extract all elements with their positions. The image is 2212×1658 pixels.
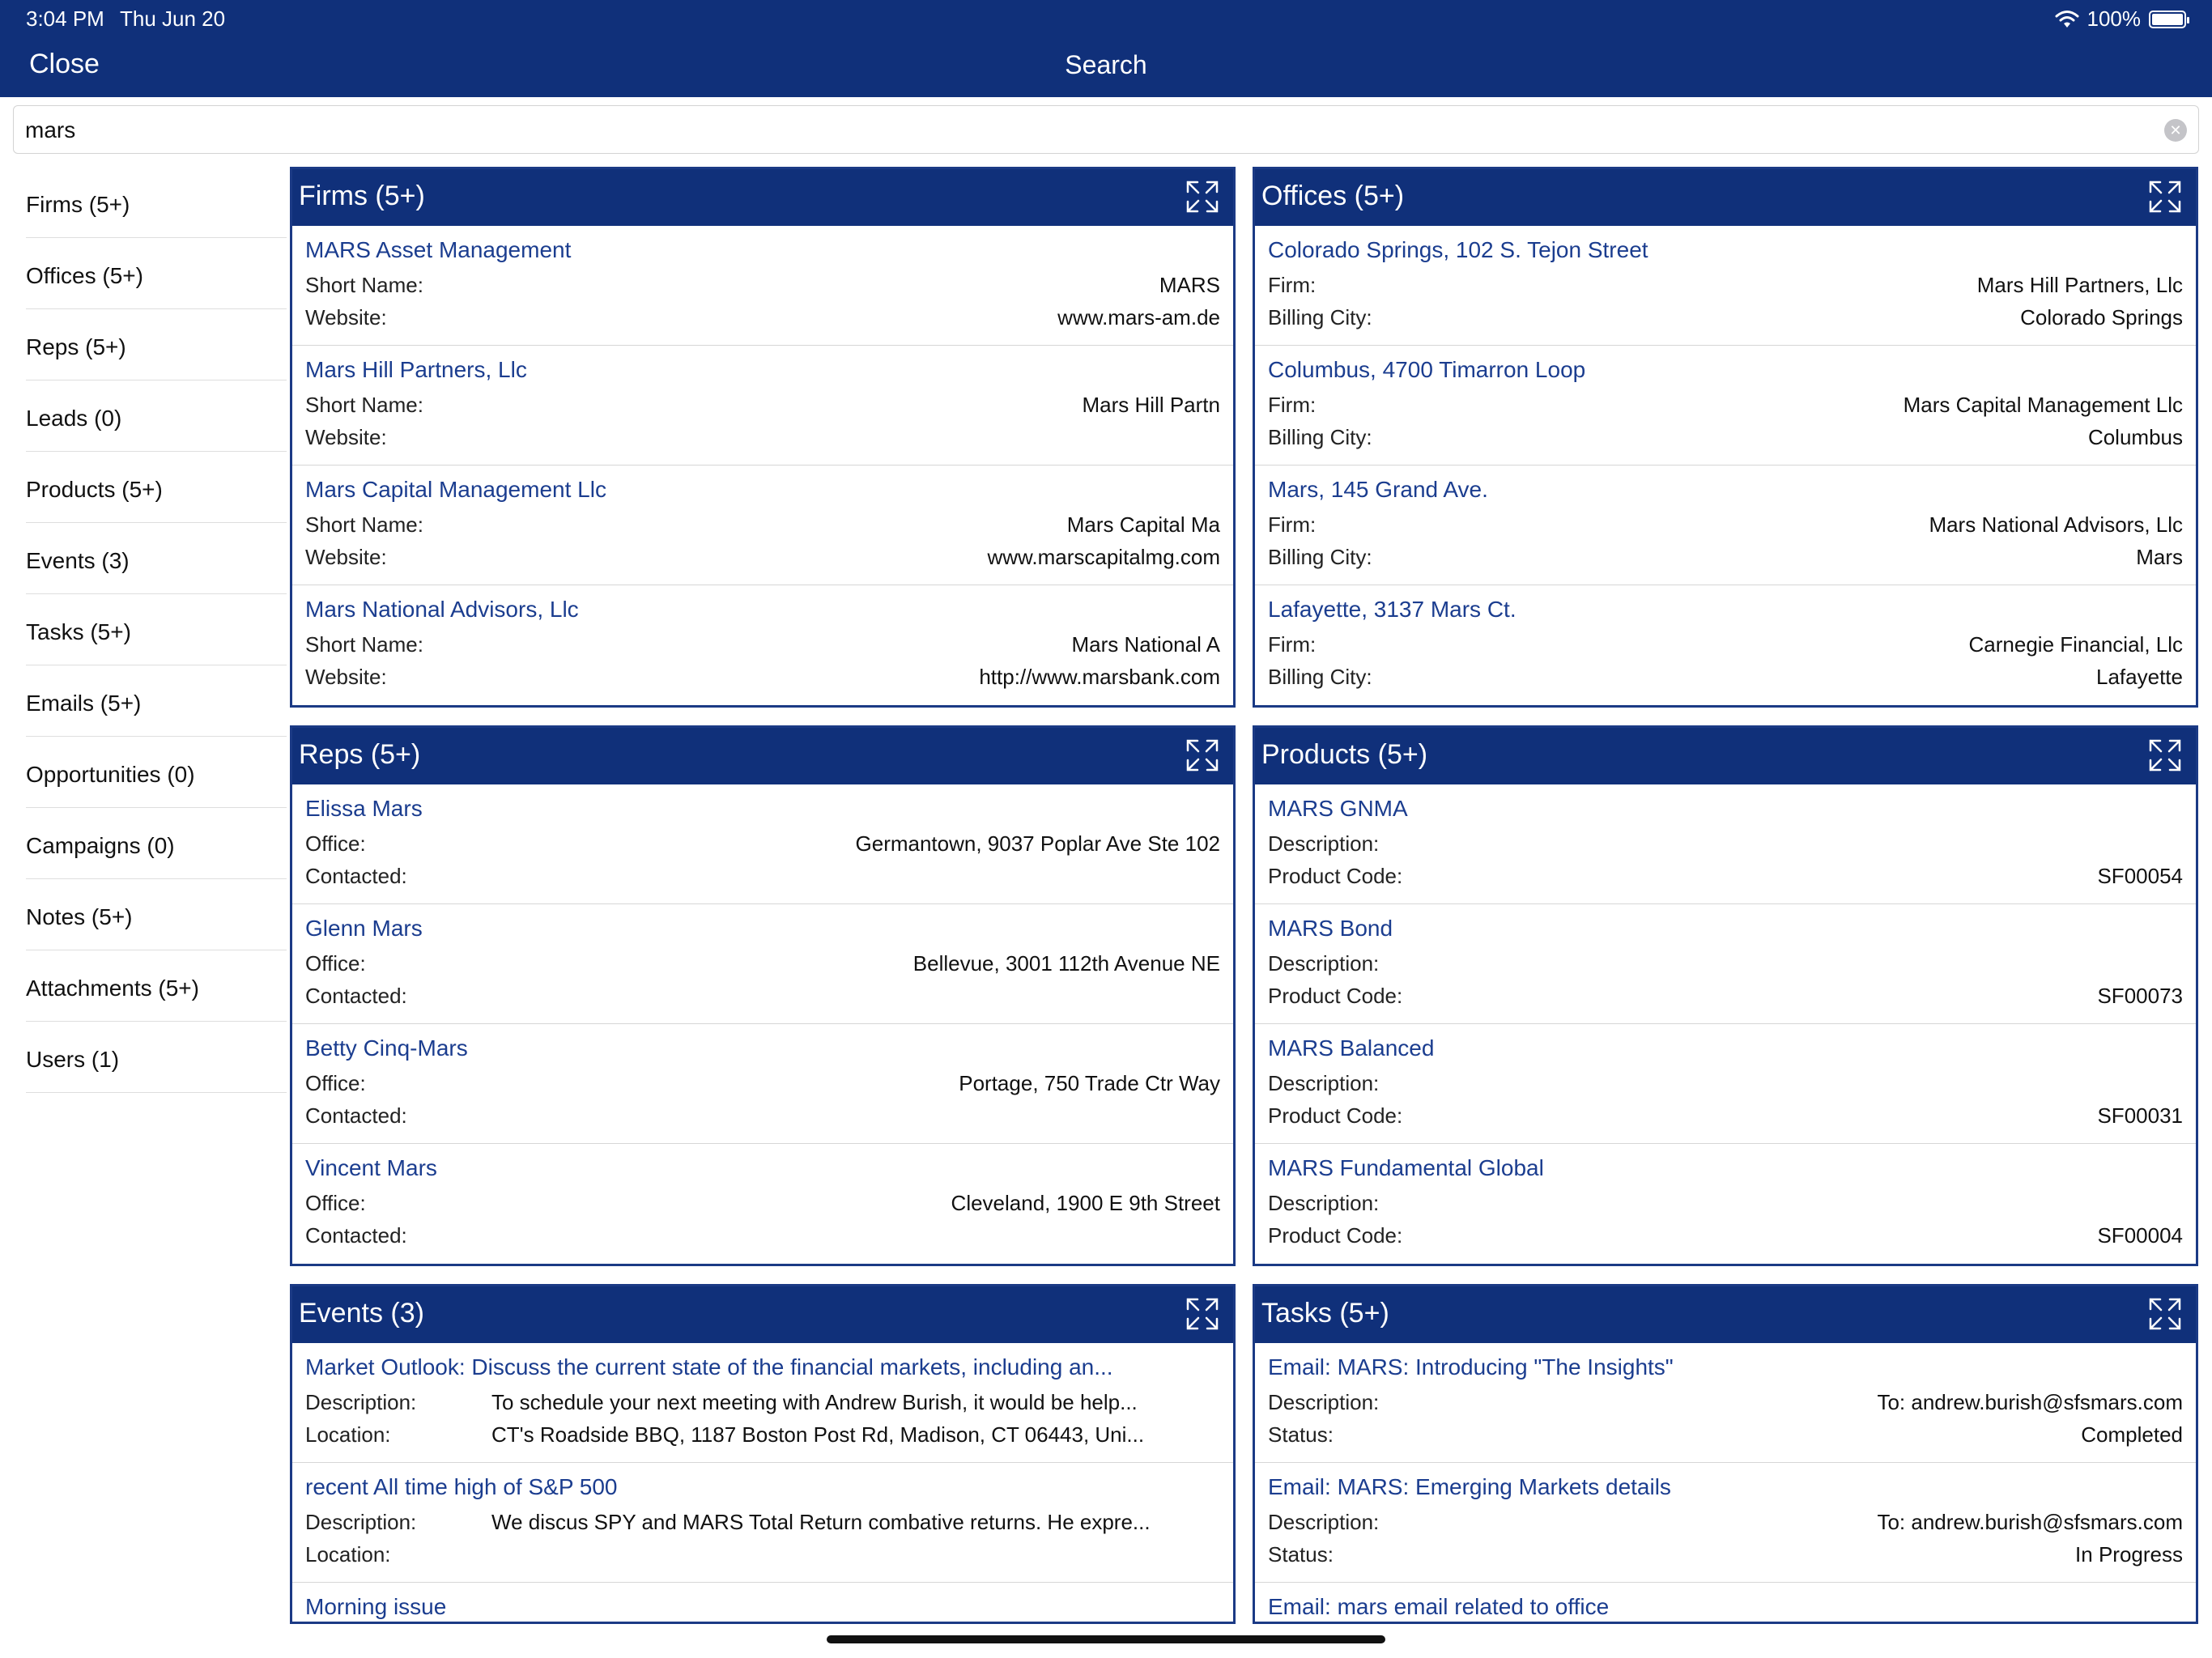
- result-field: [1268, 1071, 2183, 1099]
- result-field: [305, 1071, 1220, 1099]
- field-value: Mars National A: [1071, 632, 1220, 657]
- home-indicator[interactable]: [827, 1635, 1385, 1643]
- field-label: Description:: [305, 1510, 417, 1534]
- reps-panel: [290, 725, 1236, 1266]
- field-label: Billing City:: [1268, 665, 1372, 689]
- expand-icon[interactable]: [2146, 736, 2184, 775]
- field-label: Website:: [305, 545, 387, 569]
- field-label: Product Code:: [1268, 1103, 1403, 1128]
- result-field: [1268, 1103, 2183, 1131]
- field-value: MARS: [1159, 273, 1220, 297]
- field-label: Website:: [305, 665, 387, 689]
- result-row[interactable]: [292, 1583, 1233, 1624]
- panel-title: Tasks (5+): [1261, 1298, 1389, 1329]
- field-value: CT's Roadside BBQ, 1187 Boston Post Rd, Madison, CT 06443, Uni...: [491, 1422, 1145, 1447]
- expand-icon[interactable]: [2146, 177, 2184, 216]
- field-value: [1379, 831, 2183, 859]
- result-field: [1268, 425, 2183, 453]
- field-label: Firm:: [1268, 512, 1317, 537]
- result-title-link[interactable]: Vincent Mars: [305, 1155, 437, 1180]
- panel-header: [1255, 1286, 2196, 1343]
- battery-percent: 100%: [2087, 6, 2141, 31]
- field-value: Columbus: [2087, 425, 2183, 449]
- result-title-link[interactable]: Columbus, 4700 Timarron Loop: [1268, 357, 1586, 382]
- result-field: [305, 273, 1220, 300]
- field-label: Office:: [305, 1191, 366, 1215]
- result-field: [305, 1422, 1220, 1450]
- result-row[interactable]: [292, 226, 1233, 346]
- field-label: Contacted:: [305, 864, 407, 888]
- sidebar-item-notes[interactable]: Notes (5+): [26, 879, 287, 950]
- result-title-link[interactable]: Glenn Mars: [305, 916, 423, 941]
- field-value: [491, 1542, 1220, 1570]
- field-value: Completed: [2081, 1422, 2183, 1447]
- field-value: http://www.marsbank.com: [979, 665, 1220, 689]
- result-field: [305, 632, 1220, 660]
- field-value: www.marscapitalmg.com: [987, 545, 1220, 569]
- result-row[interactable]: [292, 1144, 1233, 1264]
- result-title-link[interactable]: recent All time high of S&P 500: [305, 1474, 618, 1499]
- sidebar-item-events[interactable]: Events (3): [26, 523, 287, 594]
- result-title-link[interactable]: Mars Hill Partners, Llc: [305, 357, 527, 382]
- field-label: Location:: [305, 1422, 391, 1447]
- result-field: [305, 1390, 1220, 1418]
- navigation-bar: [0, 0, 2212, 97]
- result-title-link[interactable]: Email: mars email related to office: [1268, 1594, 1610, 1619]
- sidebar-item-campaigns[interactable]: Campaigns (0): [26, 808, 287, 879]
- field-label: Description:: [1268, 1390, 1380, 1414]
- result-field: [305, 393, 1220, 420]
- panel-header: [1255, 169, 2196, 226]
- result-title-link[interactable]: Email: MARS: Introducing "The Insights": [1268, 1354, 1674, 1380]
- result-field: [305, 984, 1220, 1011]
- result-field: [305, 864, 1220, 891]
- result-title-link[interactable]: MARS GNMA: [1268, 796, 1408, 821]
- field-value: Mars: [2136, 545, 2183, 569]
- search-input[interactable]: [13, 105, 2199, 154]
- field-label: Description:: [1268, 831, 1380, 856]
- field-label: Short Name:: [305, 393, 423, 417]
- result-field: [1268, 831, 2183, 859]
- result-title-link[interactable]: Mars National Advisors, Llc: [305, 597, 579, 622]
- field-value: Bellevue, 3001 112th Avenue NE: [912, 951, 1220, 976]
- field-value: Germantown, 9037 Poplar Ave Ste 102: [855, 831, 1220, 856]
- field-label: Short Name:: [305, 512, 423, 537]
- result-row[interactable]: [292, 346, 1233, 466]
- sidebar-item-opportunities[interactable]: Opportunities (0): [26, 737, 287, 808]
- field-value: [1379, 1191, 2183, 1218]
- result-title-link[interactable]: MARS Fundamental Global: [1268, 1155, 1544, 1180]
- field-value: Portage, 750 Trade Ctr Way: [959, 1071, 1220, 1095]
- field-value: SF00031: [2097, 1103, 2183, 1128]
- result-row[interactable]: [292, 904, 1233, 1024]
- panel-header: [292, 169, 1233, 226]
- result-field: [1268, 951, 2183, 979]
- panel-header: [292, 728, 1233, 784]
- result-title-link[interactable]: Mars, 145 Grand Ave.: [1268, 477, 1488, 502]
- panel-header: [1255, 728, 2196, 784]
- panel-header: [292, 1286, 1233, 1343]
- result-field: [1268, 1542, 2183, 1570]
- result-field: [1268, 864, 2183, 891]
- field-label: Product Code:: [1268, 984, 1403, 1008]
- field-label: Status:: [1268, 1422, 1334, 1447]
- result-row[interactable]: [292, 585, 1233, 705]
- expand-icon[interactable]: [1183, 736, 1222, 775]
- field-value: SF00054: [2097, 864, 2183, 888]
- field-label: Billing City:: [1268, 545, 1372, 569]
- field-label: Description:: [305, 1390, 417, 1414]
- result-title-link[interactable]: MARS Bond: [1268, 916, 1393, 941]
- result-field: [1268, 1191, 2183, 1218]
- result-row[interactable]: [292, 1343, 1233, 1463]
- result-field: [305, 1542, 1220, 1570]
- result-field: [305, 1510, 1220, 1537]
- field-label: Description:: [1268, 951, 1380, 976]
- result-field: [1268, 1390, 2183, 1418]
- result-field: [305, 545, 1220, 572]
- result-row[interactable]: [1255, 1144, 2196, 1264]
- field-value: In Progress: [2075, 1542, 2183, 1567]
- field-label: Firm:: [1268, 273, 1317, 297]
- field-value: Mars Capital Management Llc: [1903, 393, 2183, 417]
- field-label: Billing City:: [1268, 305, 1372, 329]
- result-field: [1268, 393, 2183, 420]
- status-indicators: [2055, 6, 2187, 32]
- result-field: [1268, 545, 2183, 572]
- field-label: Short Name:: [305, 632, 423, 657]
- field-value: Mars National Advisors, Llc: [1929, 512, 2183, 537]
- result-field: [1268, 512, 2183, 540]
- field-value: [407, 984, 1220, 1011]
- field-label: Description:: [1268, 1071, 1380, 1095]
- field-value: SF00004: [2097, 1223, 2183, 1248]
- field-value: Mars Hill Partners, Llc: [1976, 273, 2183, 297]
- offices-panel: [1253, 167, 2198, 708]
- result-title-link[interactable]: Market Outlook: Discuss the current state of the financial markets, including an...: [305, 1354, 1113, 1380]
- firms-panel: [290, 167, 1236, 708]
- result-field: [305, 1191, 1220, 1218]
- search-input-value[interactable]: mars: [25, 117, 76, 142]
- field-label: Short Name:: [305, 273, 423, 297]
- products-panel: [1253, 725, 2198, 1266]
- expand-icon[interactable]: [2146, 1295, 2184, 1333]
- field-value: Carnegie Financial, Llc: [1968, 632, 2183, 657]
- sidebar-item-tasks[interactable]: Tasks (5+): [26, 594, 287, 665]
- field-value: [407, 1223, 1220, 1251]
- result-row[interactable]: [292, 1463, 1233, 1583]
- page-title: Search: [1065, 50, 1147, 79]
- result-row[interactable]: [1255, 1583, 2196, 1624]
- field-label: Contacted:: [305, 1103, 407, 1128]
- field-value: To: andrew.burish@sfsmars.com: [1877, 1390, 2183, 1414]
- result-row[interactable]: [292, 1024, 1233, 1144]
- field-label: Contacted:: [305, 984, 407, 1008]
- sidebar-item-offices[interactable]: Offices (5+): [26, 238, 287, 309]
- result-row[interactable]: [292, 784, 1233, 904]
- field-value: To: andrew.burish@sfsmars.com: [1877, 1510, 2183, 1534]
- result-row[interactable]: [1255, 1463, 2196, 1583]
- field-value: SF00073: [2097, 984, 2183, 1008]
- result-row[interactable]: [1255, 784, 2196, 904]
- result-row[interactable]: [1255, 346, 2196, 466]
- sidebar-item-firms[interactable]: Firms (5+): [26, 167, 287, 238]
- result-row[interactable]: [1255, 226, 2196, 346]
- sidebar-item-emails[interactable]: Emails (5+): [26, 665, 287, 737]
- field-value: We discus SPY and MARS Total Return combative returns. He expre...: [491, 1510, 1151, 1534]
- field-label: Website:: [305, 425, 387, 449]
- result-field: [305, 665, 1220, 692]
- result-title-link[interactable]: Colorado Springs, 102 S. Tejon Street: [1268, 237, 1648, 262]
- field-label: Office:: [305, 831, 366, 856]
- wifi-icon: [2055, 10, 2079, 29]
- result-field: [305, 425, 1220, 453]
- result-row[interactable]: [292, 466, 1233, 585]
- result-field: [305, 512, 1220, 540]
- field-label: Billing City:: [1268, 425, 1372, 449]
- result-row[interactable]: [1255, 585, 2196, 705]
- field-label: Office:: [305, 1071, 366, 1095]
- sidebar-item-products[interactable]: Products (5+): [26, 452, 287, 523]
- category-sidebar: [26, 167, 287, 1093]
- result-field: [305, 1103, 1220, 1131]
- result-row[interactable]: [1255, 904, 2196, 1024]
- result-field: [305, 831, 1220, 859]
- expand-icon[interactable]: [1183, 177, 1222, 216]
- battery-level: [2152, 14, 2183, 25]
- field-value: [407, 1103, 1220, 1131]
- field-label: Description:: [1268, 1510, 1380, 1534]
- status-time: 3:04 PM: [26, 6, 104, 31]
- sidebar-item-users[interactable]: Users (1): [26, 1022, 287, 1093]
- sidebar-item-attachments[interactable]: Attachments (5+): [26, 950, 287, 1022]
- panel-title: Reps (5+): [299, 739, 421, 770]
- field-value: To schedule your next meeting with Andrew Burish, it would be help...: [491, 1390, 1138, 1414]
- field-value: Mars Hill Partn: [1082, 393, 1220, 417]
- result-title-link[interactable]: Morning issue: [305, 1594, 447, 1619]
- clear-search-icon[interactable]: ✕: [2164, 119, 2187, 142]
- result-field: [1268, 305, 2183, 333]
- result-row[interactable]: [1255, 1343, 2196, 1463]
- result-field: [305, 951, 1220, 979]
- field-value: www.mars-am.de: [1057, 305, 1220, 329]
- field-value: Mars Capital Ma: [1066, 512, 1220, 537]
- result-field: [1268, 273, 2183, 300]
- field-label: Product Code:: [1268, 1223, 1403, 1248]
- result-title-link[interactable]: Mars Capital Management Llc: [305, 477, 606, 502]
- panel-title: Firms (5+): [299, 181, 425, 211]
- close-button[interactable]: Close: [29, 49, 100, 79]
- result-field: [1268, 1223, 2183, 1251]
- field-label: Status:: [1268, 1542, 1334, 1567]
- field-label: Product Code:: [1268, 864, 1403, 888]
- field-label: Contacted:: [305, 1223, 407, 1248]
- result-field: [1268, 984, 2183, 1011]
- result-title-link[interactable]: Betty Cinq-Mars: [305, 1035, 468, 1061]
- result-field: [1268, 665, 2183, 692]
- field-value: Colorado Springs: [2020, 305, 2183, 329]
- field-label: Website:: [305, 305, 387, 329]
- panel-title: Events (3): [299, 1298, 424, 1329]
- result-title-link[interactable]: MARS Balanced: [1268, 1035, 1435, 1061]
- field-value: Lafayette: [2096, 665, 2183, 689]
- expand-icon[interactable]: [1183, 1295, 1222, 1333]
- result-field: [305, 305, 1220, 333]
- field-label: Office:: [305, 951, 366, 976]
- field-label: Location:: [305, 1542, 391, 1567]
- result-title-link[interactable]: MARS Asset Management: [305, 237, 572, 262]
- field-label: Firm:: [1268, 393, 1317, 417]
- field-value: [387, 425, 1220, 453]
- field-value: [1379, 951, 2183, 979]
- field-label: Description:: [1268, 1191, 1380, 1215]
- tasks-panel: [1253, 1284, 2198, 1624]
- result-title-link[interactable]: Lafayette, 3137 Mars Ct.: [1268, 597, 1516, 622]
- result-field: [1268, 632, 2183, 660]
- field-value: Cleveland, 1900 E 9th Street: [951, 1191, 1220, 1215]
- result-row[interactable]: [1255, 466, 2196, 585]
- sidebar-item-leads[interactable]: Leads (0): [26, 380, 287, 452]
- field-label: Firm:: [1268, 632, 1317, 657]
- result-title-link[interactable]: Elissa Mars: [305, 796, 423, 821]
- sidebar-item-reps[interactable]: Reps (5+): [26, 309, 287, 380]
- result-field: [1268, 1422, 2183, 1450]
- events-panel: [290, 1284, 1236, 1624]
- result-row[interactable]: [1255, 1024, 2196, 1144]
- battery-icon: [2149, 11, 2186, 28]
- panel-title: Offices (5+): [1261, 181, 1405, 211]
- result-field: [1268, 1510, 2183, 1537]
- field-value: [407, 864, 1220, 891]
- status-date: Thu Jun 20: [120, 6, 226, 31]
- result-field: [305, 1223, 1220, 1251]
- panel-title: Products (5+): [1261, 739, 1428, 770]
- result-title-link[interactable]: Email: MARS: Emerging Markets details: [1268, 1474, 1671, 1499]
- field-value: [1379, 1071, 2183, 1099]
